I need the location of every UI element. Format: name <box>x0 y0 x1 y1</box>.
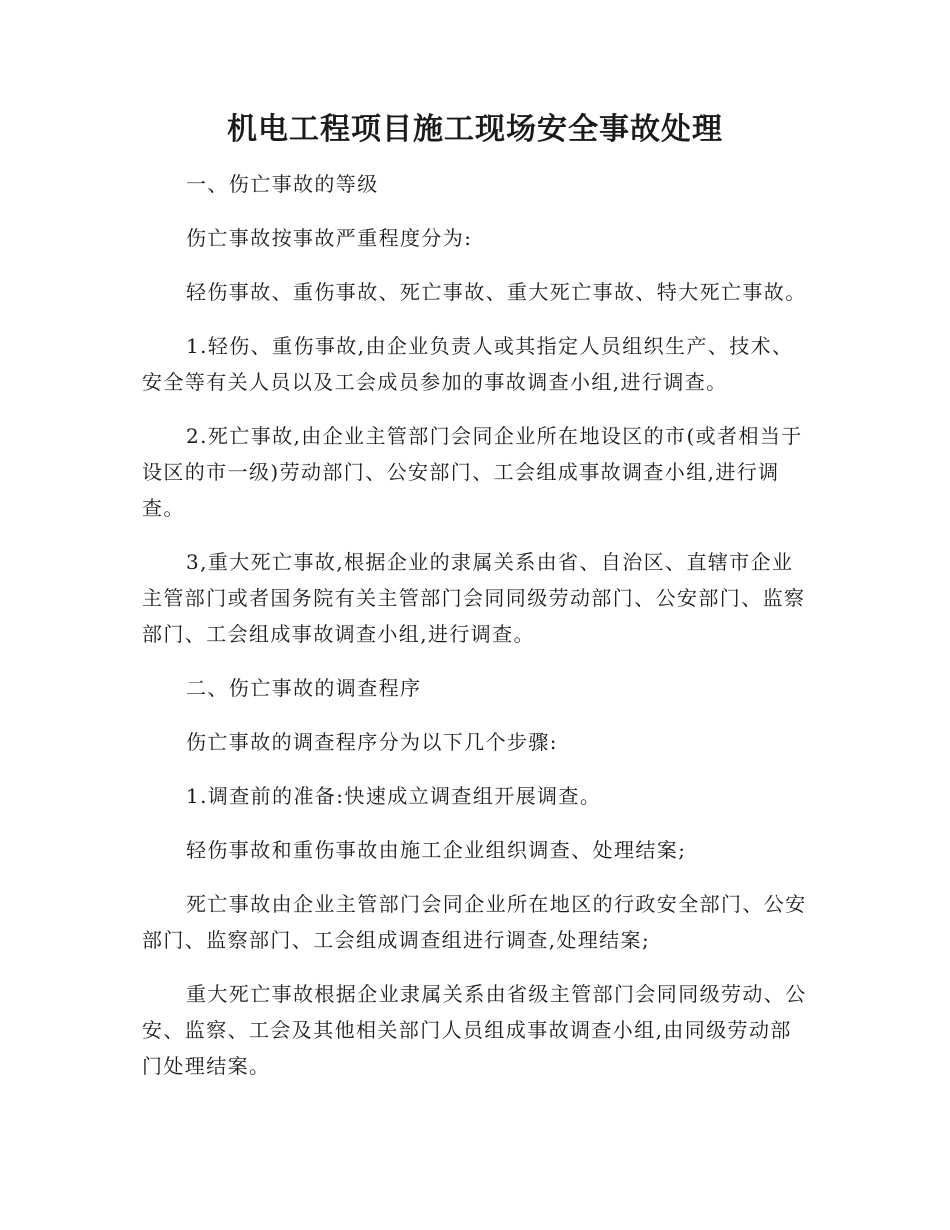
paragraph: 轻伤事故、重伤事故、死亡事故、重大死亡事故、特大死亡事故。 <box>186 280 807 304</box>
paragraph: 伤亡事故按事故严重程度分为: <box>186 226 473 250</box>
paragraph: 死亡事故由企业主管部门会同企业所在地区的行政安全部门、公安部门、监察部门、工会组成调查组进行调查,处理结案; <box>142 892 807 952</box>
paragraph: 伤亡事故的调查程序分为以下几个步骤: <box>186 730 558 754</box>
section-heading-1: 一、伤亡事故的等级 <box>186 172 379 196</box>
section-heading-2: 二、伤亡事故的调查程序 <box>186 676 422 700</box>
paragraph: 1.调查前的准备:快速成立调查组开展调查。 <box>186 784 602 808</box>
document-body <box>142 166 810 1102</box>
document-title: 机电工程项目施工现场安全事故处理 <box>227 112 723 147</box>
paragraph: 轻伤事故和重伤事故由施工企业组织调查、处理结案; <box>186 838 687 862</box>
paragraph: 1.轻伤、重伤事故,由企业负责人或其指定人员组织生产、技术、安全等有关人员以及工会成员参加的事故调查小组,进行调查。 <box>142 334 794 394</box>
paragraph: 重大死亡事故根据企业隶属关系由省级主管部门会同同级劳动、公安、监察、工会及其他相关部门人员组成事故调查小组,由同级劳动部门处理结案。 <box>142 982 807 1078</box>
paragraph: 2.死亡事故,由企业主管部门会同企业所在地设区的市(或者相当于设区的市一级)劳动部门、公安部门、工会组成事故调查小组,进行调查。 <box>142 424 803 520</box>
paragraph: 3,重大死亡事故,根据企业的隶属关系由省、自治区、直辖市企业主管部门或者国务院有关主管部门会同同级劳动部门、公安部门、监察部门、工会组成事故调查小组,进行调查。 <box>142 550 806 646</box>
